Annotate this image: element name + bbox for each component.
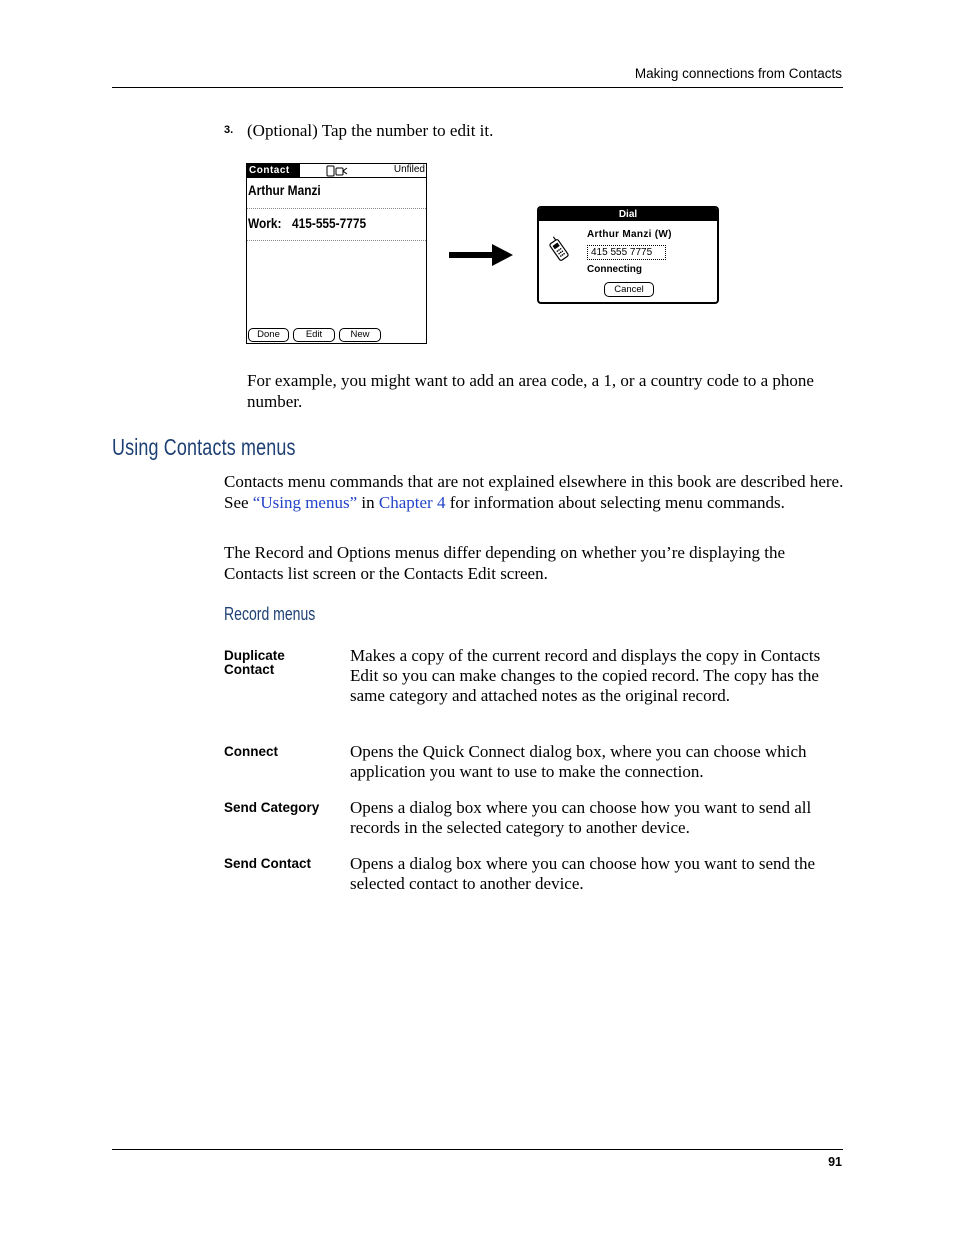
- new-button[interactable]: New: [339, 328, 381, 342]
- intro-text: Contacts menu commands that are not explained elsewhere in this book are described here. See: [224, 472, 844, 512]
- desc-send-contact: Opens a dialog box where you can choose how you want to send the selected contact to another device.: [350, 854, 816, 893]
- intro-text: for information about selecting menu commands.: [445, 492, 785, 512]
- running-head: Making connections from Contacts: [634, 66, 842, 81]
- page-number: 91: [828, 1155, 842, 1169]
- term-send-contact: Send Contact: [224, 856, 312, 871]
- separator: [247, 208, 426, 209]
- done-button[interactable]: Done: [248, 328, 289, 342]
- dial-dialog: [537, 206, 719, 304]
- using-menus-link[interactable]: “Using menus”: [252, 492, 358, 512]
- subheading: Record menus: [224, 604, 316, 624]
- phone-icon: [547, 236, 571, 264]
- dial-contact-name: Arthur Manzi (W): [587, 229, 672, 240]
- connection-icon: [326, 165, 348, 177]
- separator: [247, 240, 426, 241]
- edit-button[interactable]: Edit: [293, 328, 335, 342]
- dial-number-field[interactable]: 415 555 7775: [587, 245, 666, 260]
- desc-connect: Opens the Quick Connect dialog box, where you can choose which application you want to use to make the connection.: [350, 742, 807, 781]
- term-duplicate-contact: Duplicate Contact: [224, 648, 285, 677]
- category-label: Unfiled: [393, 164, 425, 175]
- term-send-category: Send Category: [224, 800, 320, 815]
- example-paragraph: For example, you might want to add an area code, a 1, or a country code to a phone number.: [247, 371, 814, 411]
- tab-underline: [247, 177, 426, 178]
- work-phone[interactable]: 415-555-7775: [292, 215, 367, 231]
- intro-paragraph: [224, 472, 844, 513]
- desc-duplicate-contact: Makes a copy of the current record and displays the copy in Contacts Edit so you can make changes to the copied record. The copy has the same category and attached notes as the original record.: [350, 646, 821, 705]
- cancel-button[interactable]: Cancel: [604, 282, 654, 297]
- step-text: (Optional) Tap the number to edit it.: [247, 121, 494, 140]
- section-heading: Using Contacts menus: [112, 434, 296, 460]
- arrow-right-icon: [492, 244, 513, 266]
- step-number: 3.: [224, 124, 234, 136]
- work-label: Work:: [248, 215, 282, 231]
- menus-paragraph: The Record and Options menus differ depending on whether you’re displaying the Contacts list screen or the Contacts Edit screen.: [224, 543, 786, 583]
- dial-status: Connecting: [587, 264, 642, 275]
- desc-send-category: Opens a dialog box where you can choose how you want to send all records in the selected category to another device.: [350, 798, 812, 837]
- contact-screen: [246, 163, 427, 344]
- arrow-shaft: [449, 252, 493, 258]
- dialog-title: Dial: [539, 208, 717, 221]
- contact-tab: Contact: [247, 164, 300, 177]
- header-rule: [112, 87, 843, 88]
- term-connect: Connect: [224, 744, 278, 759]
- chapter-4-link[interactable]: Chapter 4: [378, 492, 446, 512]
- footer-rule: [112, 1149, 843, 1150]
- contact-name: Arthur Manzi: [248, 182, 321, 198]
- intro-text: in: [357, 492, 379, 512]
